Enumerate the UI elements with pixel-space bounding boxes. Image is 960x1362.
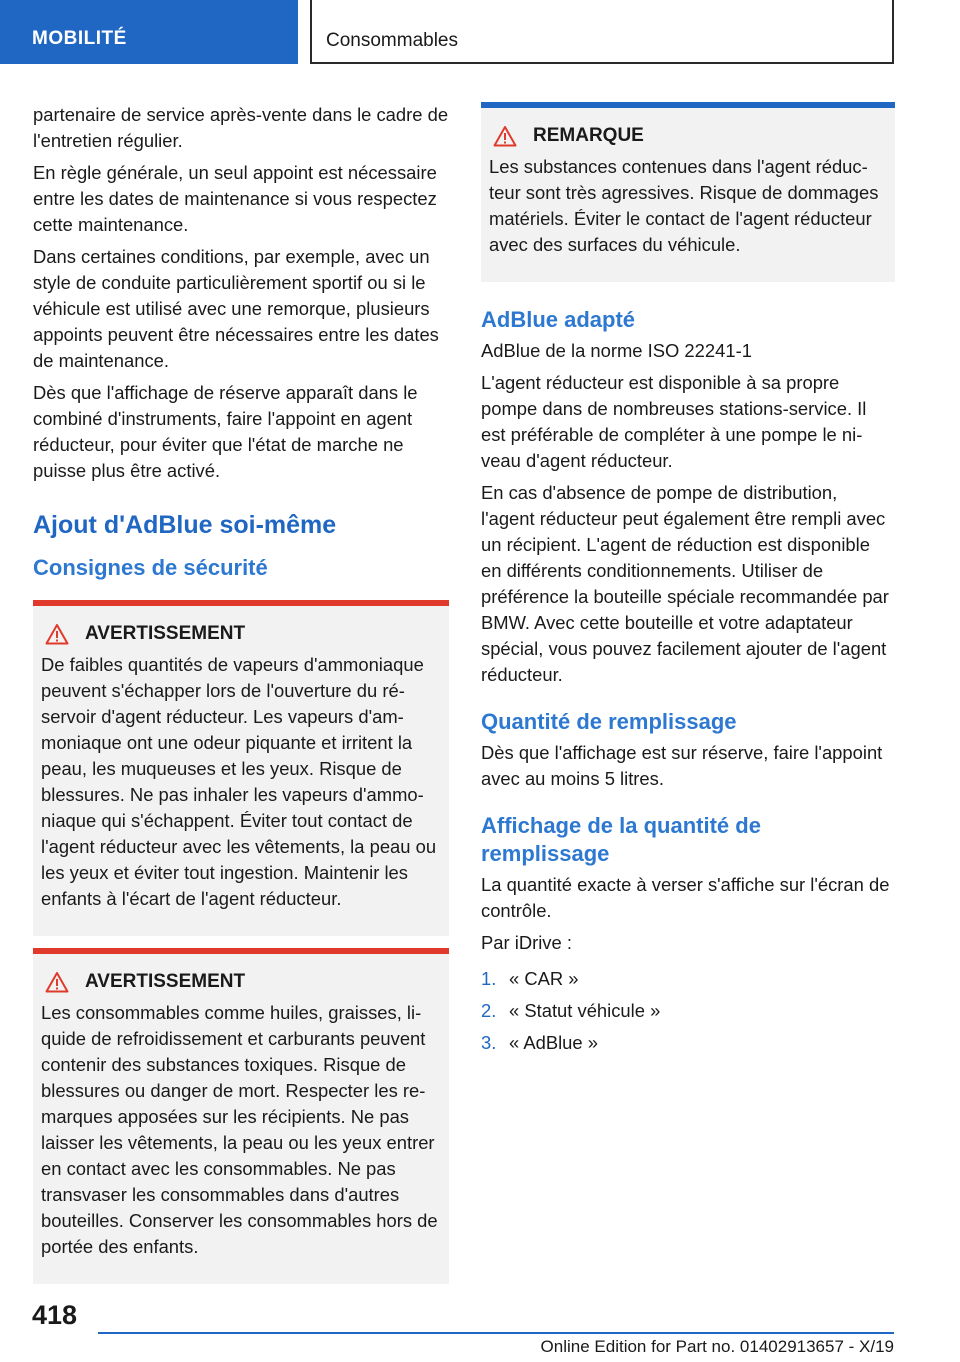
note-title: REMARQUE <box>533 125 644 146</box>
step-label: « CAR » <box>509 968 579 989</box>
warning-text: De faibles quantités de vapeurs d'ammoniaque peuvent s'échapper lors de l'ouverture du réservoir d'agent réducteur. Les vapeurs d'ammoniaque ont une odeur piquante et irritent la peau, les muqueuses et les yeux. Risque de blessures. Ne pas inhaler les vapeurs d'ammoniaque qui s'échappent. Éviter tout contact de l'agent réducteur avec les vêtements, la peau ou les yeux et éviter tout ingestion. Maintenir les enfants à l'écart de l'agent réducteur. <box>41 654 437 909</box>
warning-title-row <box>41 620 441 648</box>
warning-box-consumables <box>33 948 449 1284</box>
warning-triangle-icon <box>45 971 69 993</box>
paragraph: La quantité exacte à verser s'affiche sur l'écran de contrôle. <box>481 874 890 921</box>
edition-note: Online Edition for Part no. 01402913657 - X/19 <box>540 1337 894 1356</box>
paragraph: En cas d'absence de pompe de distribution, l'agent réducteur peut également être rempli avec un récipient. L'agent de réduction est disponible en différents conditionnements. Utiliser de préférence la bouteille spéciale recommandée par BMW. Avec cette bouteille et votre adaptateur spécial, vous pouvez facilement ajouter de l'agent réducteur. <box>481 482 889 685</box>
section-title: MOBILITÉ <box>32 28 127 49</box>
paragraph: Dès que l'affichage est sur réserve, faire l'appoint avec au moins 5 litres. <box>481 742 883 789</box>
warning-title-row <box>41 968 441 996</box>
heading-display: Affichage de la quantité de remplissage <box>481 813 761 866</box>
heading-main: Ajout d'AdBlue soi-même <box>33 511 337 539</box>
step-label: « AdBlue » <box>509 1032 598 1053</box>
note-title-row <box>489 122 887 150</box>
step-number: 1. <box>481 968 497 989</box>
list-item <box>481 966 895 992</box>
heading-adblue: AdBlue adapté <box>481 307 636 332</box>
right-column <box>481 102 895 1062</box>
section-tab <box>0 0 298 64</box>
left-column <box>33 102 449 1284</box>
paragraph: AdBlue de la norme ISO 22241-1 <box>481 340 752 361</box>
paragraph: Dans certaines conditions, par exemple, avec un style de conduite particulièrement sportif ou si le véhicule est utilisé avec une remorque, plusieurs appoints peuvent être nécessaires entre les dates de maintenance. <box>33 246 439 371</box>
paragraph: Dès que l'affichage de réserve apparaît dans le combiné d'instruments, faire l'appoint en agent réducteur, pour éviter que l'état de marche ne puisse plus être activé. <box>33 382 418 481</box>
step-number: 3. <box>481 1032 497 1053</box>
warning-title: AVERTISSEMENT <box>85 623 246 644</box>
chapter-title: Consommables <box>326 30 458 51</box>
note-text: Les substances contenues dans l'agent réducteur sont très agressives. Risque de dommages matériels. Éviter le contact de l'agent réducteur avec des surfaces du véhicule. <box>489 156 879 255</box>
idrive-label: Par iDrive : <box>481 932 572 953</box>
warning-triangle-icon <box>45 623 69 645</box>
warning-text: Les consommables comme huiles, graisses, liquide de refroidissement et carburants peuvent contenir des substances toxiques. Risque de blessures ou danger de mort. Respecter les remarques apposées sur les récipients. Ne pas laisser les vêtements, la peau ou les yeux entrer en contact avec les consommables. Ne pas transvaser les consommables dans d'autres bouteilles. Conserver les consommables hors de portée des enfants. <box>41 1002 438 1257</box>
chapter-tab <box>310 0 894 64</box>
list-item <box>481 998 895 1024</box>
step-number: 2. <box>481 1000 497 1021</box>
paragraph: partenaire de service après-vente dans le cadre de l'entretien régulier. <box>33 104 449 151</box>
paragraph: L'agent réducteur est disponible à sa propre pompe dans de nombreuses stations-service. Il est préférable de compléter à une pompe le niveau d'agent réducteur. <box>481 372 867 471</box>
warning-triangle-icon <box>493 125 517 147</box>
page-number: 418 <box>32 1300 78 1330</box>
paragraph: En règle générale, un seul appoint est nécessaire entre les dates de maintenance si vous respectez cette maintenance. <box>33 162 437 235</box>
step-label: « Statut véhicule » <box>509 1000 661 1021</box>
list-item <box>481 1030 895 1056</box>
idrive-steps <box>481 966 895 1056</box>
footer-divider <box>98 1332 894 1334</box>
heading-quantity: Quantité de remplissage <box>481 709 737 734</box>
heading-safety: Consignes de sécurité <box>33 555 268 580</box>
note-box <box>481 102 895 282</box>
warning-box-ammonia <box>33 600 449 936</box>
warning-title: AVERTISSEMENT <box>85 971 246 992</box>
